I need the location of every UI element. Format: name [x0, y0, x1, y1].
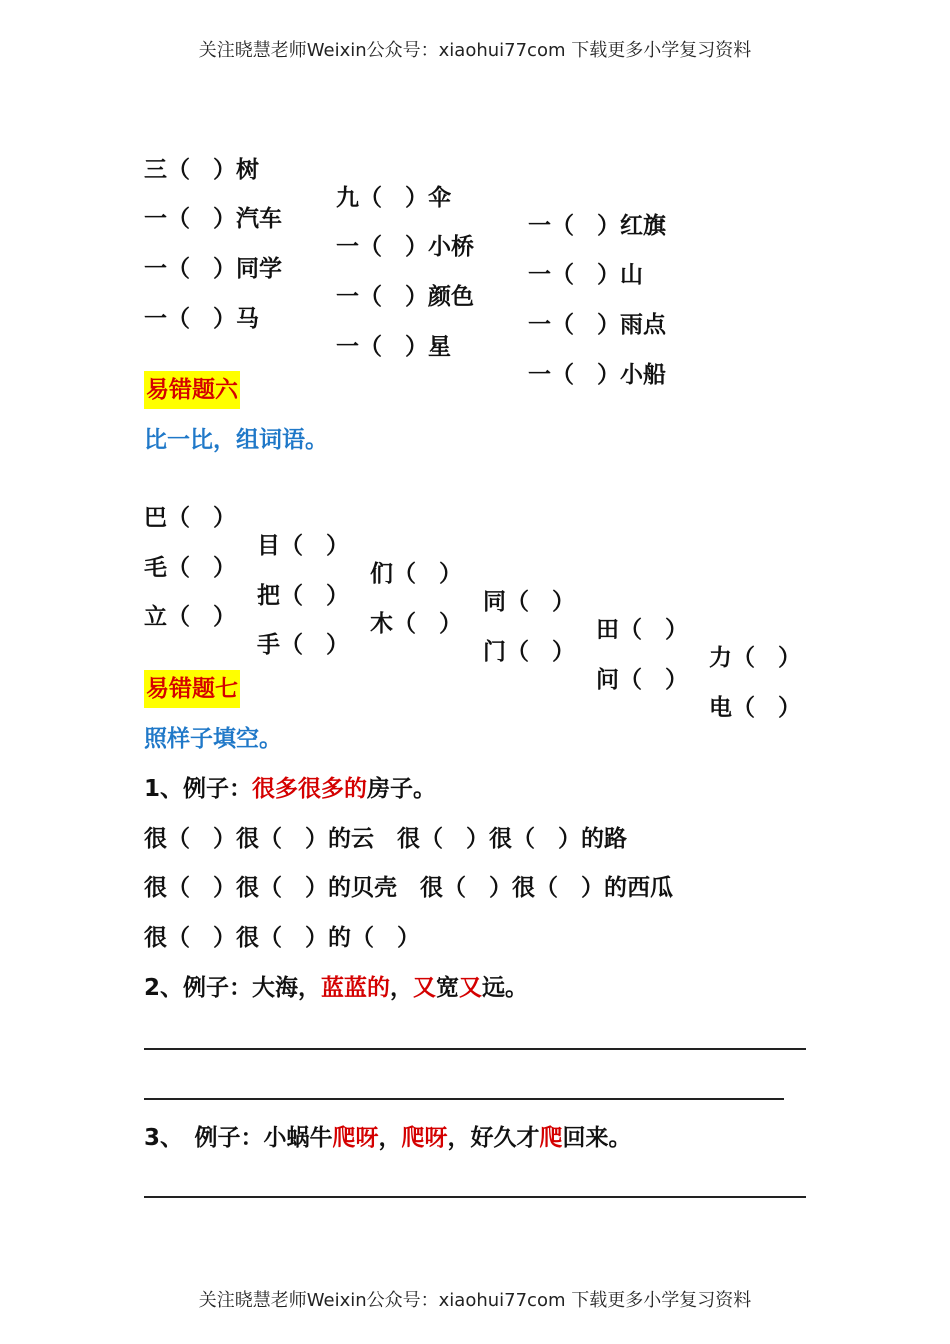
- example-3-part: 回来。: [562, 1125, 632, 1151]
- example-2: [144, 974, 528, 1002]
- grid-cell: 一（ ）小船: [528, 362, 666, 388]
- compare-cell: 田（ ）: [596, 617, 688, 643]
- answer-line: [144, 1098, 784, 1100]
- compare-cell: 电（ ）: [709, 695, 801, 721]
- example-1-rest: 房子。: [367, 776, 437, 802]
- example-2-part: ，: [390, 975, 414, 1001]
- grid-cell: 一（ ）颜色: [336, 284, 474, 310]
- fill-row: 很（ ）很（ ）的（ ）: [144, 925, 420, 951]
- fill-row: 很（ ）很（ ）的云 很（ ）很（ ）的路: [144, 826, 627, 852]
- example-1: [144, 775, 436, 803]
- compare-cell: 力（ ）: [709, 645, 801, 671]
- grid-cell: 一（ ）马: [144, 306, 259, 332]
- grid-cell: 一（ ）星: [336, 334, 451, 360]
- example-2-part: 宽: [436, 975, 460, 1001]
- compare-cell: 巴（ ）: [144, 505, 236, 531]
- example-3-part: ，: [378, 1125, 402, 1151]
- grid-cell: 一（ ）小桥: [336, 234, 474, 260]
- grid-cell: 九（ ）伞: [336, 185, 451, 211]
- compare-cell: 同（ ）: [483, 589, 575, 615]
- answer-line: [144, 1196, 806, 1198]
- example-3: [144, 1124, 632, 1152]
- compare-cell: 立（ ）: [144, 604, 236, 630]
- answer-line: [144, 1048, 806, 1050]
- compare-cell: 们（ ）: [370, 561, 462, 587]
- compare-cell: 手（ ）: [257, 632, 349, 658]
- grid-cell: 一（ ）山: [528, 262, 643, 288]
- compare-cell: 问（ ）: [596, 667, 688, 693]
- compare-cell: 木（ ）: [370, 611, 462, 637]
- compare-cell: 门（ ）: [483, 639, 575, 665]
- section6-instruction: 比一比，组词语。: [144, 427, 328, 453]
- grid-cell: 一（ ）红旗: [528, 213, 666, 239]
- example-1-prefix: 1、例子：: [144, 776, 253, 802]
- section7-instruction: 照样子填空。: [144, 726, 282, 752]
- example-3-highlight: 爬: [539, 1125, 563, 1151]
- example-2-highlight: 蓝蓝的: [321, 975, 391, 1001]
- example-2-part: 2、例子：大海，: [144, 975, 322, 1001]
- grid-cell: 三（ ）树: [144, 157, 259, 183]
- example-3-part: ，好久才: [447, 1125, 540, 1151]
- compare-cell: 把（ ）: [257, 583, 349, 609]
- grid-cell: 一（ ）同学: [144, 256, 282, 282]
- example-2-highlight: 又: [459, 975, 483, 1001]
- section7-tag: 易错题七: [144, 670, 240, 708]
- grid-cell: 一（ ）汽车: [144, 206, 282, 232]
- example-2-part: 远。: [482, 975, 529, 1001]
- fill-row: 很（ ）很（ ）的贝壳 很（ ）很（ ）的西瓜: [144, 875, 673, 901]
- example-3-part: 3、 例子：小蜗牛: [144, 1125, 333, 1151]
- page-header: 关注晓慧老师Weixin公众号：xiaohui77com 下载更多小学复习资料: [198, 40, 752, 61]
- grid-cell: 一（ ）雨点: [528, 312, 666, 338]
- page-footer: 关注晓慧老师Weixin公众号：xiaohui77com 下载更多小学复习资料: [198, 1290, 752, 1311]
- compare-row: [144, 575, 349, 659]
- section6-tag: 易错题六: [144, 371, 240, 409]
- compare-cell: 毛（ ）: [144, 555, 236, 581]
- compare-cell: 目（ ）: [257, 533, 349, 559]
- example-3-highlight: 爬呀: [332, 1125, 379, 1151]
- example-3-highlight: 爬呀: [401, 1125, 448, 1151]
- example-1-highlight: 很多很多的: [252, 776, 368, 802]
- example-2-highlight: 又: [413, 975, 437, 1001]
